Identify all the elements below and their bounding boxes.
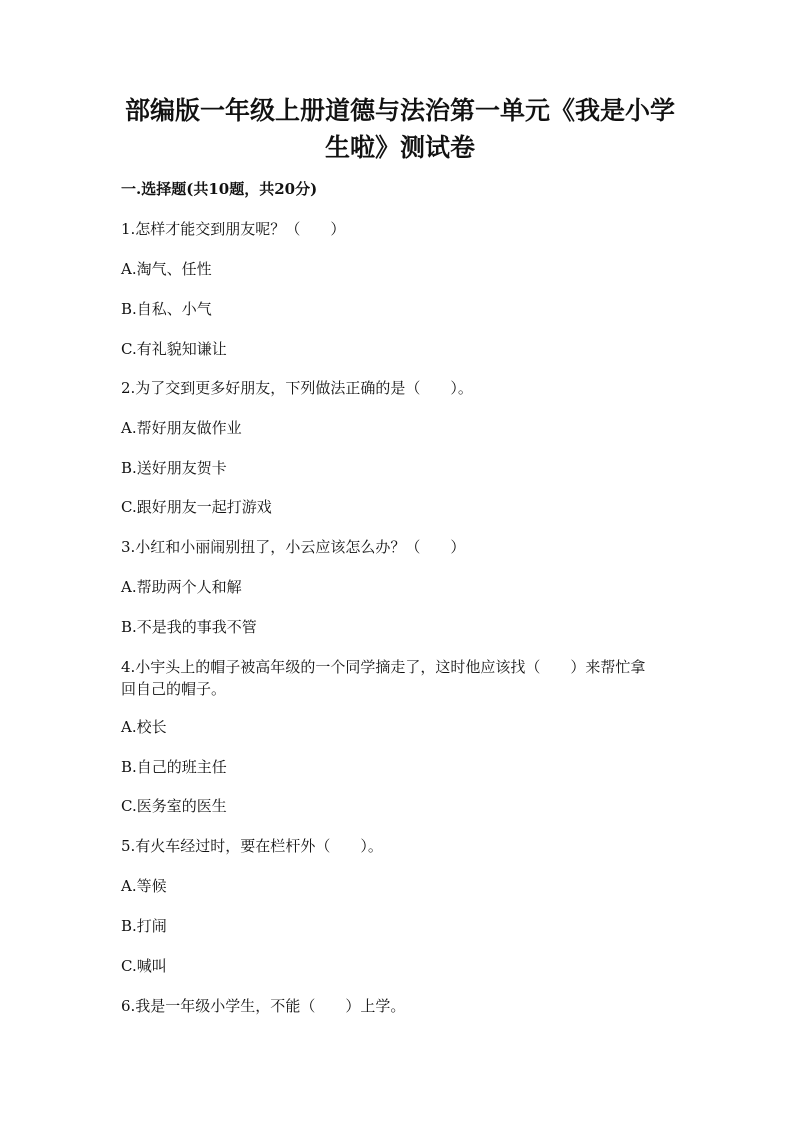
- question-4-option-a: A.校长: [121, 718, 167, 736]
- question-5-option-b: B.打闹: [121, 917, 167, 935]
- question-1-option-c: C.有礼貌知谦让: [121, 340, 227, 358]
- section-heading: 一.选择题(共10题，共20分): [121, 180, 318, 198]
- question-5-stem: 5.有火车经过时，要在栏杆外（ ）。: [121, 837, 383, 855]
- question-3-option-a: A.帮助两个人和解: [121, 578, 242, 596]
- page-title: [110, 92, 690, 166]
- question-2-option-a: A.帮好朋友做作业: [121, 419, 242, 437]
- question-1-stem: 1.怎样才能交到朋友呢？（ ）: [121, 220, 346, 238]
- question-5-option-a: A.等候: [121, 877, 167, 895]
- question-2-option-c: C.跟好朋友一起打游戏: [121, 498, 272, 516]
- question-4-stem-line-2: 回自己的帽子。: [121, 680, 227, 698]
- page-title-line-2: 生啦》测试卷: [324, 133, 475, 162]
- page-title-line-1: 部编版一年级上册道德与法治第一单元《我是小学: [124, 96, 675, 125]
- question-1-option-b: B.自私、小气: [121, 300, 212, 318]
- question-2-option-b: B.送好朋友贺卡: [121, 459, 227, 477]
- question-1-option-a: A.淘气、任性: [121, 260, 212, 278]
- question-4-stem-line-1: 4.小宇头上的帽子被高年级的一个同学摘走了，这时他应该找（ ）来帮忙拿: [121, 658, 646, 676]
- question-3-stem: 3.小红和小丽闹别扭了，小云应该怎么办？（ ）: [121, 538, 466, 556]
- question-3-option-b: B.不是我的事我不管: [121, 618, 257, 636]
- question-5-option-c: C.喊叫: [121, 957, 167, 975]
- question-4-option-c: C.医务室的医生: [121, 797, 227, 815]
- question-6-stem: 6.我是一年级小学生，不能（ ）上学。: [121, 997, 406, 1015]
- question-4-option-b: B.自己的班主任: [121, 758, 227, 776]
- question-2-stem: 2.为了交到更多好朋友，下列做法正确的是（ ）。: [121, 379, 473, 397]
